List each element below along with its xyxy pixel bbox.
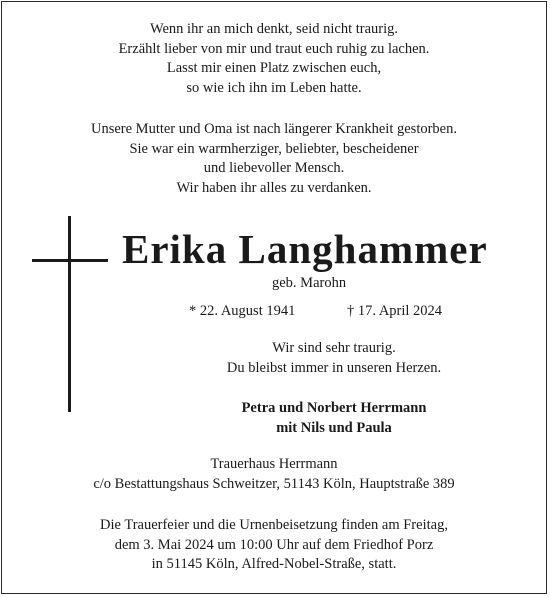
intro-text [2, 120, 546, 198]
grief-line: Du bleibst immer in unseren Herzen. [226, 359, 442, 376]
obituary-notice [1, 1, 547, 594]
poem-line: Lasst mir einen Platz zwischen euch, [166, 60, 382, 76]
birth-date: * 22. August 1941 [189, 303, 296, 319]
funeral-line: dem 3. Mai 2024 um 10:00 Uhr auf dem Friedhof Porz [114, 536, 434, 553]
intro-line: Unsere Mutter und Oma ist nach längerer Krankheit gestorben. [90, 121, 457, 137]
family-line: Petra und Norbert Herrmann [241, 400, 427, 416]
funeral-line: Die Trauerfeier und die Urnenbeisetzung finden am Freitag, [100, 517, 448, 533]
poem-line: Erzählt lieber von mir und traut euch ruhig zu lachen. [118, 40, 430, 57]
funeral-line: in 51145 Köln, Alfred-Nobel-Straße, statt. [151, 556, 397, 572]
cross-vertical-bar [68, 216, 71, 412]
contact-line: c/o Bestattungshaus Schweitzer, 51143 Köln, Hauptstraße 389 [93, 475, 455, 492]
contact-line: Trauerhaus Herrmann [210, 456, 338, 472]
poem-line: Wenn ihr an mich denkt, seid nicht traurig. [149, 21, 399, 37]
grief-message [122, 339, 546, 378]
deceased-name: Erika Langhammer [122, 226, 488, 272]
grief-line: Wir sind sehr traurig. [272, 340, 396, 356]
poem-line: so wie ich ihn im Leben hatte. [186, 79, 362, 96]
funeral-details [2, 516, 546, 575]
intro-line: und liebevoller Mensch. [203, 160, 345, 176]
contact-address [2, 455, 546, 494]
cross-horizontal-bar [32, 259, 108, 262]
death-date: † 17. April 2024 [347, 303, 443, 319]
cross-icon [32, 216, 108, 412]
family-line: mit Nils und Paula [276, 419, 392, 436]
poem [2, 20, 546, 98]
family-signature [122, 399, 546, 438]
intro-line: Wir haben ihr alles zu verdanken. [176, 179, 372, 196]
maiden-name: geb. Marohn [272, 275, 347, 291]
intro-line: Sie war ein warmherziger, beliebter, bescheidener [129, 140, 419, 157]
